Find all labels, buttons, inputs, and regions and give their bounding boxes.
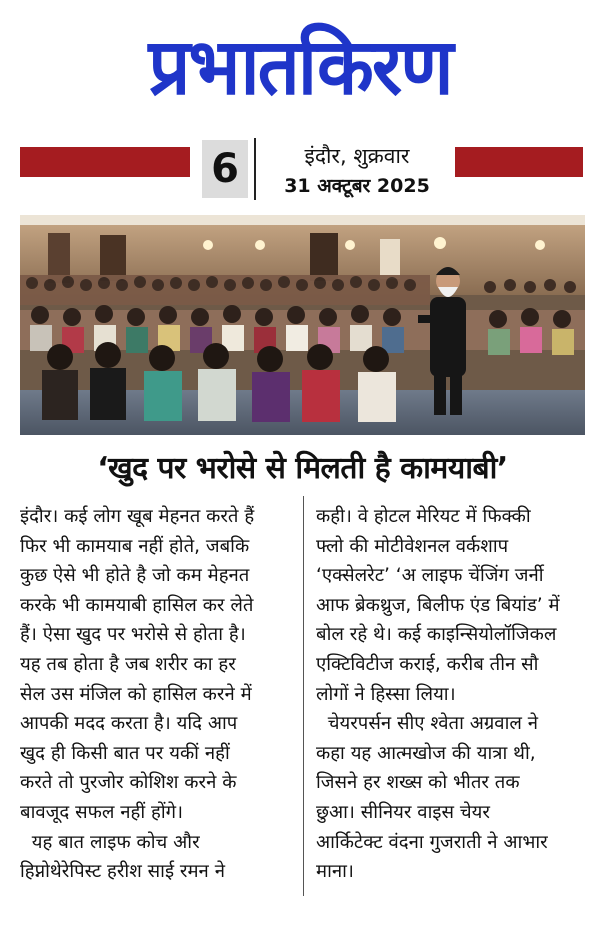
masthead <box>0 0 601 122</box>
article-line: जिसने हर शख्स को भीतर तक <box>316 772 520 794</box>
article-line: सेल उस मंजिल को हासिल करने में <box>20 683 252 705</box>
article-line: एक्टिविटीज कराई, करीब तीन सौ <box>316 653 539 675</box>
article-line: करते तो पुरजोर कोशिश करने के <box>20 772 237 794</box>
article-line: यह तब होता है जब शरीर का हर <box>20 653 236 675</box>
page-number: 6 <box>202 140 248 198</box>
article-line: करके भी कामयाबी हासिल कर लेते <box>20 594 254 616</box>
article-line: ‘एक्सेलरेट’ ‘अ लाइफ चेंजिंग जर्नी <box>316 565 544 587</box>
article-line: चेयरपर्सन सीए श्वेता अग्रवाल ने <box>316 713 539 735</box>
page-info-divider <box>254 138 256 200</box>
article-line: छुआ। सीनियर वाइस चेयर <box>316 801 490 823</box>
place-day: इंदौर, शुक्रवार <box>304 144 410 168</box>
article-line: इंदौर। कई लोग खूब मेहनत करते हैं <box>20 506 255 527</box>
article-line: फ्लो की मोटीवेशनल वर्कशाप <box>316 535 509 557</box>
article-line: बोल रहे थे। कई काइन्सियोलॉजिकल <box>316 624 557 646</box>
article-line: बावजूद सफल नहीं होंगे। <box>20 801 184 823</box>
article-line: खुद ही किसी बात पर यकीं नहीं <box>20 742 230 764</box>
article-line: फिर भी कामयाब नहीं होते, जबकि <box>20 535 250 557</box>
issue-date: 31 अक्टूबर 2025 <box>284 175 430 197</box>
article-column-right <box>316 502 586 887</box>
header-rule-left <box>20 147 190 177</box>
audience-photo-illustration <box>20 215 585 435</box>
event-photo <box>20 215 585 435</box>
article-line: आर्किटेक्ट वंदना गुजराती ने आभार <box>316 831 548 853</box>
article-line: यह बात लाइफ कोच और <box>20 831 200 853</box>
newspaper-logo: प्रभातकिरण <box>148 21 452 113</box>
article-line: लोगों ने हिस्सा लिया। <box>316 683 456 705</box>
article-line: हिप्नोथेरेपिस्ट हरीश साई रमन ने <box>20 861 225 883</box>
article-line: कही। वे होटल मेरियट में फिक्की <box>316 506 531 527</box>
article-headline: ‘खुद पर भरोसे से मिलती है कामयाबी’ <box>97 451 508 486</box>
article-line: कहा यह आत्मखोज की यात्रा थी, <box>316 742 536 764</box>
article-line: हैं। ऐसा खुद पर भरोसे से होता है। <box>20 624 246 646</box>
header-rule-right <box>455 147 583 177</box>
column-divider <box>303 496 304 896</box>
page-info-box <box>190 134 454 204</box>
article-column-left <box>20 502 290 887</box>
article-line: आफ ब्रेकथ्रुज, बिलीफ एंड बियांड’ में <box>316 594 560 616</box>
article-line: आपकी मदद करता है। यदि आप <box>20 713 238 735</box>
article-line: कुछ ऐसे भी होते है जो कम मेहनत <box>20 565 250 587</box>
article-line: माना। <box>316 861 354 883</box>
